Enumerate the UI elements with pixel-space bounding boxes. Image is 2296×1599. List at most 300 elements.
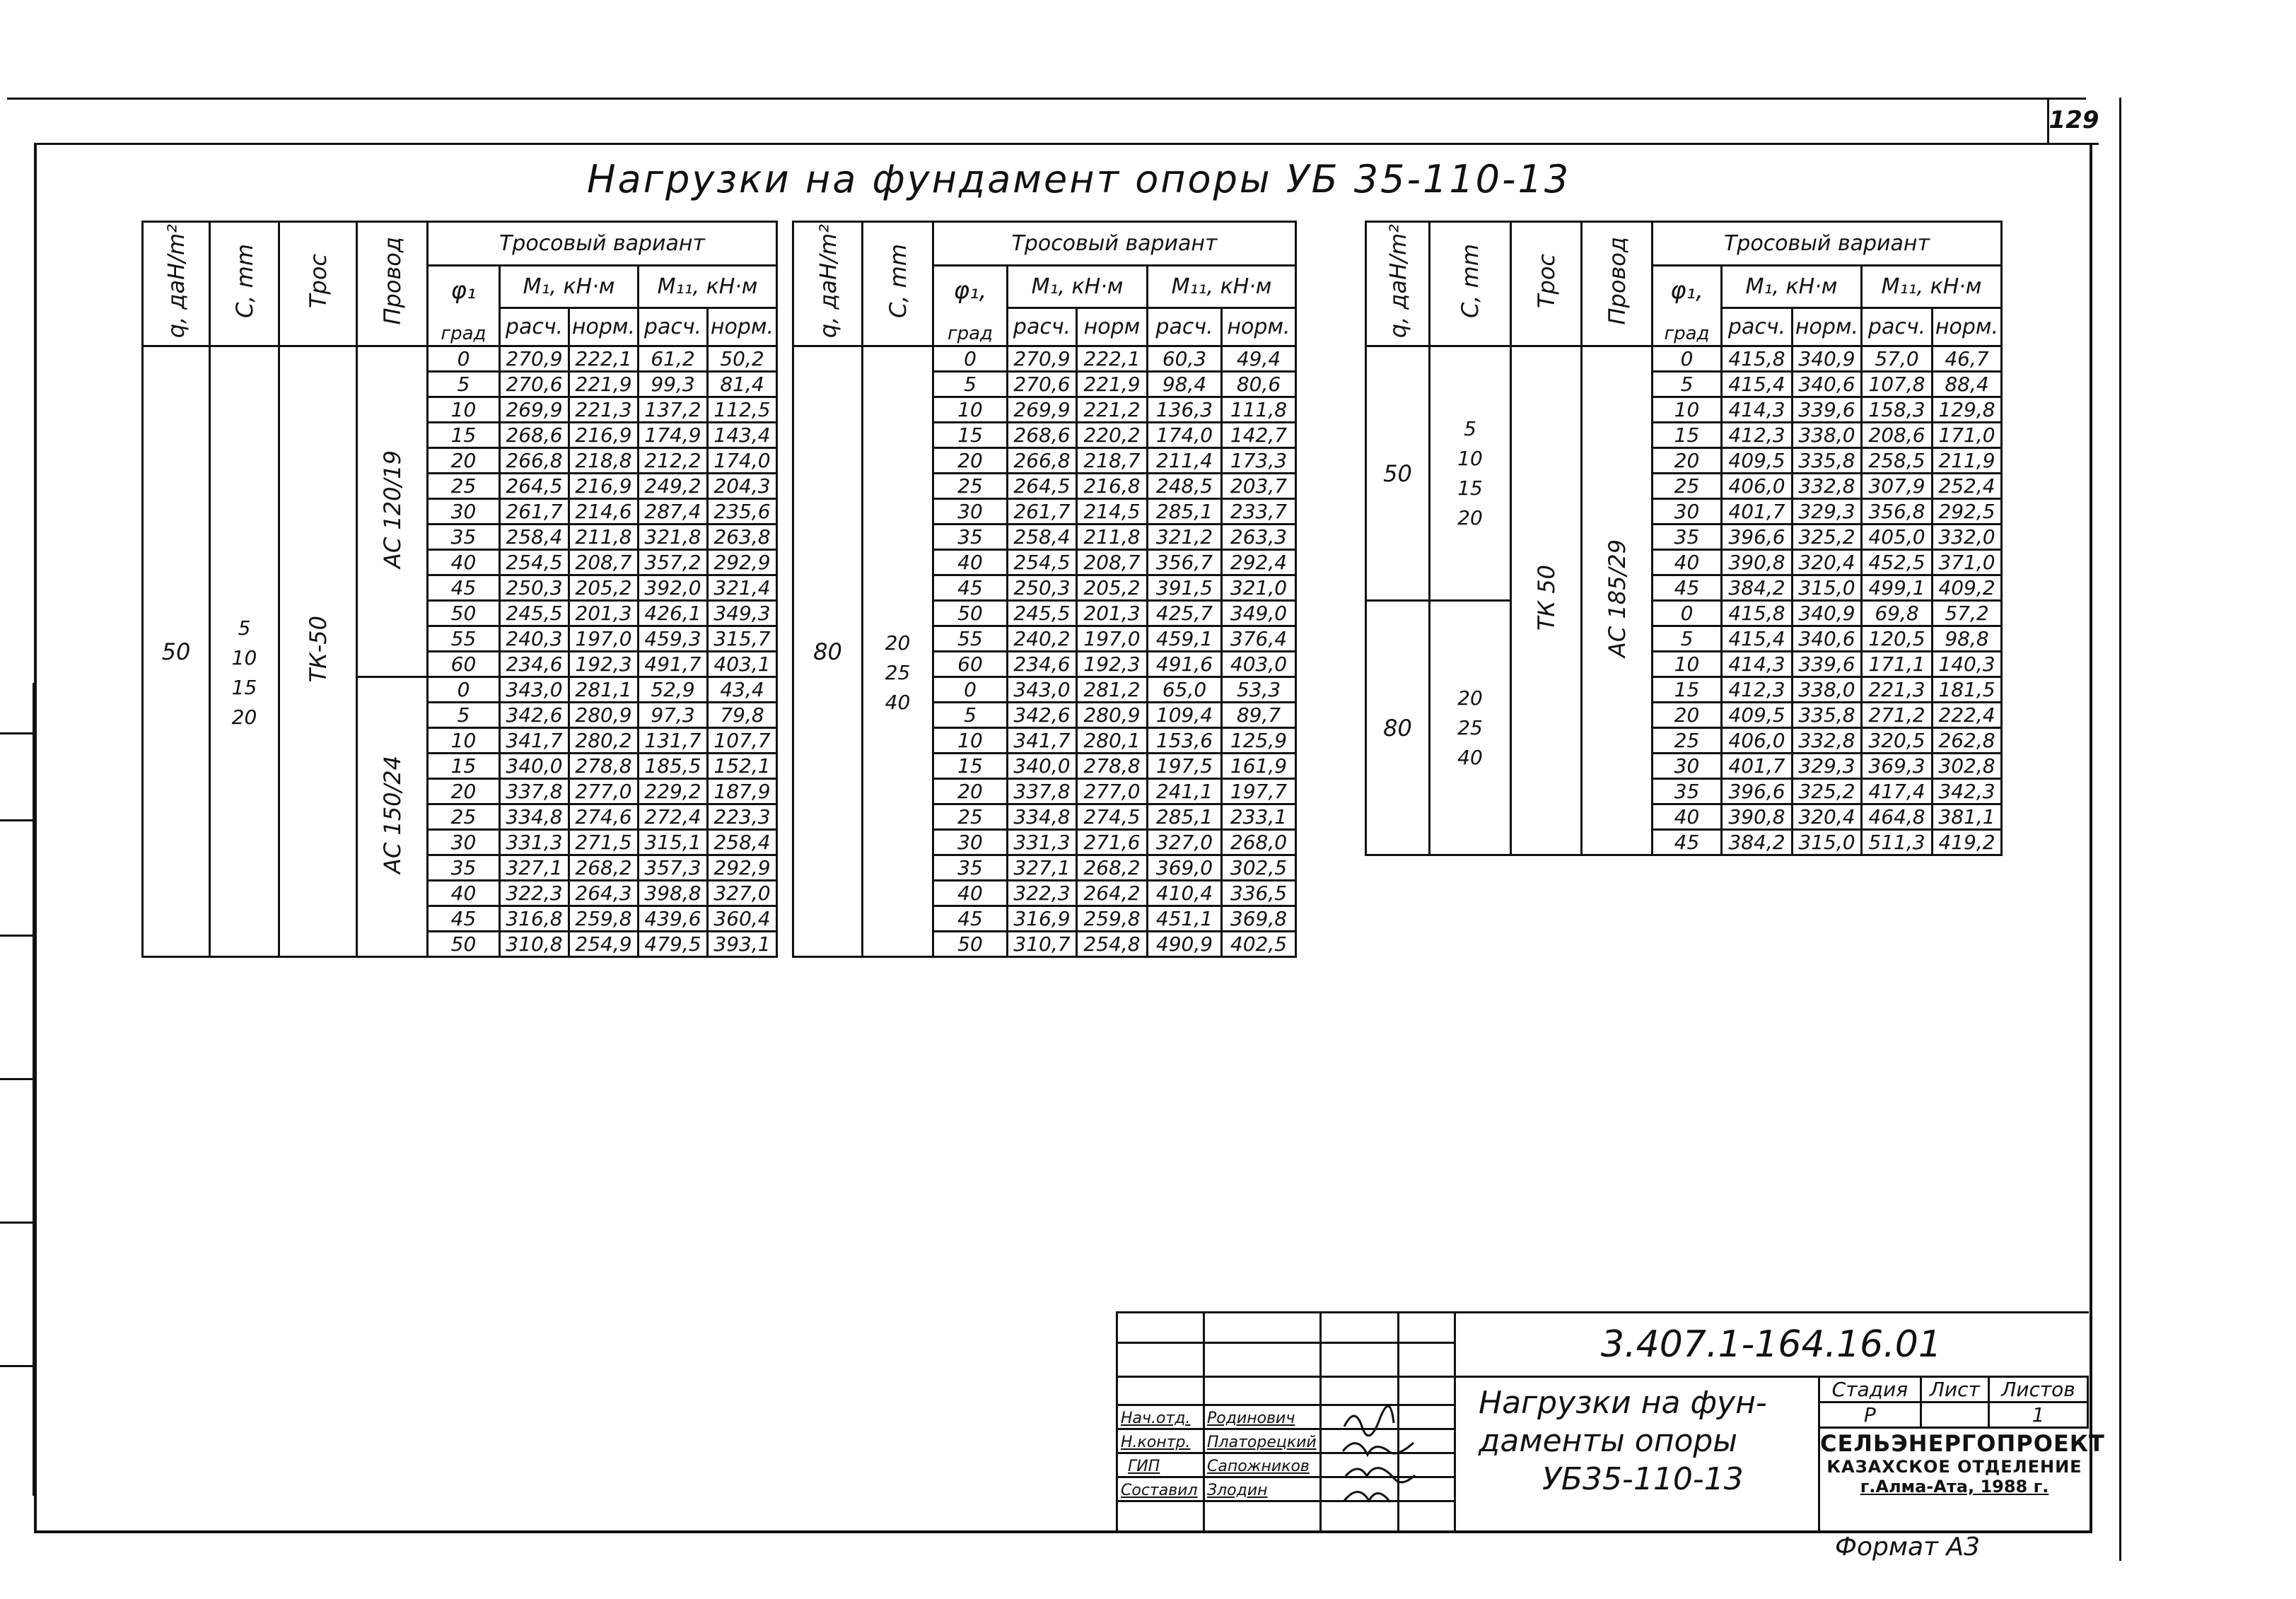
cell-phi: 15	[933, 754, 1008, 779]
cell-m2-rasch: 426,1	[639, 601, 708, 626]
cell-m1-rasch: 327,1	[1008, 855, 1077, 881]
cell-m1-rasch: 342,6	[500, 703, 569, 728]
cell-m2-norm: 197,7	[1222, 779, 1296, 804]
cell-m1-norm: 222,1	[1077, 346, 1148, 372]
cell-m1-rasch: 269,9	[500, 397, 569, 423]
cell-m1-rasch: 258,4	[500, 525, 569, 550]
cell-m2-rasch: 171,1	[1862, 652, 1933, 677]
cell-m2-norm: 223,3	[708, 804, 777, 830]
cell-m2-rasch: 61,2	[639, 346, 708, 372]
cell-m1-rasch: 269,9	[1008, 397, 1077, 423]
cell-m1-rasch: 384,2	[1722, 830, 1793, 855]
cell-m2-norm: 332,0	[1933, 525, 2002, 550]
signature-name: Родинович	[1207, 1410, 1295, 1427]
sheet-value	[1921, 1402, 1988, 1428]
cell-m2-rasch: 285,1	[1148, 804, 1222, 830]
cell-m2-norm: 292,4	[1222, 550, 1296, 575]
cell-m1-norm: 254,9	[569, 932, 639, 957]
cell-m2-rasch: 120,5	[1862, 626, 1933, 652]
cell-m2-norm: 43,4	[708, 677, 777, 703]
cell-m1-norm: 340,9	[1793, 601, 1862, 626]
stage-header: Стадия	[1819, 1377, 1921, 1402]
cell-m2-rasch: 197,5	[1148, 754, 1222, 779]
cell-q: 80	[793, 346, 863, 957]
cell-m1-rasch: 334,8	[1008, 804, 1077, 830]
cell-c: 5 10 15 20	[1430, 346, 1511, 601]
cell-m1-norm: 192,3	[1077, 652, 1148, 677]
cell-m2-norm: 349,3	[708, 601, 777, 626]
cell-phi: 20	[428, 448, 500, 474]
cell-m1-rasch: 415,4	[1722, 372, 1793, 397]
document-number: 3.407.1-164.16.01	[1454, 1313, 2089, 1378]
cell-phi: 40	[428, 881, 500, 906]
cell-m1-rasch: 384,2	[1722, 575, 1793, 601]
cell-m2-norm: 292,9	[708, 550, 777, 575]
cell-m2-norm: 143,4	[708, 423, 777, 448]
cell-phi: 35	[933, 855, 1008, 881]
cell-m1-rasch: 396,6	[1722, 525, 1793, 550]
cell-phi: 5	[1653, 626, 1722, 652]
cell-m1-norm: 218,7	[1077, 448, 1148, 474]
header-phi: φ₁, град	[933, 266, 1008, 346]
cell-m1-norm: 259,8	[569, 906, 639, 932]
cell-m2-rasch: 451,1	[1148, 906, 1222, 932]
cell-m1-norm: 216,9	[569, 423, 639, 448]
header-q: q, даН/m²	[793, 222, 863, 346]
header-m1: M₁, кН·м	[500, 266, 639, 308]
cell-phi: 30	[428, 830, 500, 855]
header-rasch: расч.	[1148, 308, 1222, 346]
cell-m2-norm: 79,8	[708, 703, 777, 728]
cell-m1-norm: 325,2	[1793, 525, 1862, 550]
cell-phi: 60	[428, 652, 500, 677]
cell-m1-rasch: 270,9	[1008, 346, 1077, 372]
cell-m2-norm: 402,5	[1222, 932, 1296, 957]
cell-m1-norm: 222,1	[569, 346, 639, 372]
header-c: C, mm	[1430, 222, 1511, 346]
cell-phi: 30	[933, 499, 1008, 525]
cell-m2-norm: 393,1	[708, 932, 777, 957]
cell-phi: 5	[933, 372, 1008, 397]
cell-m1-rasch: 412,3	[1722, 677, 1793, 703]
header-q: q, даН/m²	[1366, 222, 1430, 346]
cell-phi: 0	[428, 677, 500, 703]
cell-m2-norm: 371,0	[1933, 550, 2002, 575]
cell-m2-norm: 403,1	[708, 652, 777, 677]
cell-m2-rasch: 479,5	[639, 932, 708, 957]
cell-m2-rasch: 321,8	[639, 525, 708, 550]
cell-m2-rasch: 158,3	[1862, 397, 1933, 423]
signature-name: Сапожников	[1207, 1458, 1310, 1475]
header-m1: M₁, кН·м	[1722, 266, 1862, 308]
cell-m2-rasch: 185,5	[639, 754, 708, 779]
cell-m2-norm: 321,0	[1222, 575, 1296, 601]
cell-m1-rasch: 310,8	[500, 932, 569, 957]
cell-phi: 35	[933, 525, 1008, 550]
cell-m1-rasch: 414,3	[1722, 397, 1793, 423]
cell-m2-rasch: 369,3	[1862, 754, 1933, 779]
cell-m2-norm: 321,4	[708, 575, 777, 601]
cell-phi: 0	[933, 346, 1008, 372]
cell-m1-rasch: 254,5	[1008, 550, 1077, 575]
cell-m1-rasch: 401,7	[1722, 499, 1793, 525]
sheet-header: Лист	[1921, 1377, 1988, 1402]
cell-phi: 10	[1653, 652, 1722, 677]
cell-m2-norm: 302,5	[1222, 855, 1296, 881]
cell-phi: 0	[933, 677, 1008, 703]
header-norm: норм.	[708, 308, 777, 346]
cell-phi: 40	[933, 881, 1008, 906]
cell-m2-rasch: 464,8	[1862, 804, 1933, 830]
cell-m1-rasch: 322,3	[500, 881, 569, 906]
sheets-header: Листов	[1988, 1377, 2087, 1402]
cell-m2-rasch: 356,7	[1148, 550, 1222, 575]
cell-m1-rasch: 240,3	[500, 626, 569, 652]
cell-m2-norm: 174,0	[708, 448, 777, 474]
cell-m1-norm: 211,8	[1077, 525, 1148, 550]
cell-m1-norm: 274,5	[1077, 804, 1148, 830]
cell-m2-rasch: 425,7	[1148, 601, 1222, 626]
cell-phi: 15	[428, 754, 500, 779]
cell-m1-norm: 280,1	[1077, 728, 1148, 754]
cell-phi: 10	[933, 728, 1008, 754]
cell-m1-rasch: 266,8	[500, 448, 569, 474]
cell-m1-rasch: 316,9	[1008, 906, 1077, 932]
header-norm: норм.	[1222, 308, 1296, 346]
cell-m1-norm: 264,2	[1077, 881, 1148, 906]
cell-m1-rasch: 250,3	[500, 575, 569, 601]
header-rasch: расч.	[1862, 308, 1933, 346]
cell-m1-rasch: 414,3	[1722, 652, 1793, 677]
cell-m2-norm: 81,4	[708, 372, 777, 397]
cell-m2-norm: 336,5	[1222, 881, 1296, 906]
cell-m1-rasch: 264,5	[500, 474, 569, 499]
cell-phi: 40	[933, 550, 1008, 575]
cell-m2-rasch: 499,1	[1862, 575, 1933, 601]
cell-m1-rasch: 337,8	[1008, 779, 1077, 804]
title-block	[1116, 1311, 2105, 1530]
cell-m2-rasch: 174,0	[1148, 423, 1222, 448]
cell-m2-norm: 181,5	[1933, 677, 2002, 703]
cell-m2-rasch: 511,3	[1862, 830, 1933, 855]
cell-m1-rasch: 268,6	[500, 423, 569, 448]
organization	[1820, 1430, 2105, 1496]
signature-role: ГИП	[1128, 1458, 1160, 1475]
cell-m2-norm: 187,9	[708, 779, 777, 804]
cell-phi: 15	[1653, 677, 1722, 703]
cell-m1-norm: 192,3	[569, 652, 639, 677]
cell-m1-rasch: 258,4	[1008, 525, 1077, 550]
cell-m2-norm: 222,4	[1933, 703, 2002, 728]
cell-m1-rasch: 341,7	[1008, 728, 1077, 754]
cell-m1-rasch: 266,8	[1008, 448, 1077, 474]
cell-m1-rasch: 270,9	[500, 346, 569, 372]
cell-m1-rasch: 415,8	[1722, 346, 1793, 372]
cell-m1-norm: 221,9	[569, 372, 639, 397]
cell-m1-norm: 332,8	[1793, 728, 1862, 754]
cell-m1-rasch: 406,0	[1722, 474, 1793, 499]
cell-m1-rasch: 415,4	[1722, 626, 1793, 652]
signature-role: Нач.отд.	[1121, 1410, 1191, 1427]
cell-m1-norm: 278,8	[1077, 754, 1148, 779]
cell-m2-rasch: 208,6	[1862, 423, 1933, 448]
cell-m1-norm: 320,4	[1793, 804, 1862, 830]
cell-phi: 20	[1653, 448, 1722, 474]
cell-m2-rasch: 369,0	[1148, 855, 1222, 881]
cell-m2-norm: 211,9	[1933, 448, 2002, 474]
cell-m1-rasch: 240,2	[1008, 626, 1077, 652]
cell-m2-rasch: 356,8	[1862, 499, 1933, 525]
cell-m2-rasch: 307,9	[1862, 474, 1933, 499]
cell-phi: 25	[1653, 474, 1722, 499]
cell-m1-norm: 208,7	[1077, 550, 1148, 575]
cell-m2-rasch: 392,0	[639, 575, 708, 601]
cell-phi: 55	[428, 626, 500, 652]
cell-phi: 40	[428, 550, 500, 575]
cell-phi: 10	[933, 397, 1008, 423]
cell-m1-rasch: 331,3	[1008, 830, 1077, 855]
cell-phi: 10	[428, 728, 500, 754]
cell-m2-rasch: 391,5	[1148, 575, 1222, 601]
cell-m2-norm: 268,0	[1222, 830, 1296, 855]
cell-phi: 25	[1653, 728, 1722, 754]
cell-phi: 45	[1653, 575, 1722, 601]
cell-m2-norm: 125,9	[1222, 728, 1296, 754]
cell-m2-norm: 161,9	[1222, 754, 1296, 779]
header-tros: Трос	[1511, 222, 1582, 346]
cell-phi: 55	[933, 626, 1008, 652]
cell-m2-norm: 252,4	[1933, 474, 2002, 499]
left-binding-strip	[0, 683, 35, 1496]
cell-m2-norm: 88,4	[1933, 372, 2002, 397]
cell-m1-norm: 221,2	[1077, 397, 1148, 423]
cell-m2-norm: 258,4	[708, 830, 777, 855]
cell-m1-rasch: 390,8	[1722, 550, 1793, 575]
cell-m1-norm: 315,0	[1793, 575, 1862, 601]
cell-m1-norm: 205,2	[1077, 575, 1148, 601]
header-phi: φ₁, град	[1653, 266, 1722, 346]
header-norm: норм.	[1793, 308, 1862, 346]
cell-m2-rasch: 107,8	[1862, 372, 1933, 397]
header-rasch: расч.	[639, 308, 708, 346]
cell-m2-rasch: 212,2	[639, 448, 708, 474]
cell-m2-rasch: 459,1	[1148, 626, 1222, 652]
cell-m1-rasch: 327,1	[500, 855, 569, 881]
cell-m2-rasch: 136,3	[1148, 397, 1222, 423]
cell-m1-norm: 280,9	[1077, 703, 1148, 728]
cell-m2-norm: 342,3	[1933, 779, 2002, 804]
cell-provod: АС 120/19	[357, 346, 428, 677]
cell-m2-norm: 129,8	[1933, 397, 2002, 423]
cell-m2-norm: 46,7	[1933, 346, 2002, 372]
cell-m1-norm: 329,3	[1793, 499, 1862, 525]
cell-m1-rasch: 409,5	[1722, 448, 1793, 474]
cell-m1-rasch: 340,0	[500, 754, 569, 779]
cell-m2-rasch: 357,2	[639, 550, 708, 575]
cell-m1-rasch: 261,7	[500, 499, 569, 525]
cell-m2-rasch: 57,0	[1862, 346, 1933, 372]
cell-m2-norm: 235,6	[708, 499, 777, 525]
cell-m1-rasch: 245,5	[500, 601, 569, 626]
cell-m2-rasch: 490,9	[1148, 932, 1222, 957]
cell-m1-rasch: 331,3	[500, 830, 569, 855]
cell-m1-rasch: 250,3	[1008, 575, 1077, 601]
cell-m2-rasch: 221,3	[1862, 677, 1933, 703]
cell-m1-norm: 205,2	[569, 575, 639, 601]
cell-m1-rasch: 406,0	[1722, 728, 1793, 754]
signature-name: Злодин	[1207, 1482, 1268, 1499]
cell-m1-norm: 335,8	[1793, 703, 1862, 728]
cell-m1-rasch: 270,6	[1008, 372, 1077, 397]
cell-m1-norm: 281,1	[569, 677, 639, 703]
table-row	[793, 346, 1296, 372]
cell-phi: 35	[1653, 779, 1722, 804]
cell-phi: 30	[1653, 499, 1722, 525]
signature-name: Платорецкий	[1207, 1434, 1317, 1451]
cell-phi: 45	[1653, 830, 1722, 855]
cell-phi: 5	[1653, 372, 1722, 397]
cell-c: 5 10 15 20	[210, 346, 279, 957]
cell-m1-rasch: 415,8	[1722, 601, 1793, 626]
org-name: СЕЛЬЭНЕРГОПРОЕКТ	[1820, 1430, 2105, 1457]
cell-m1-rasch: 261,7	[1008, 499, 1077, 525]
cell-q: 50	[143, 346, 210, 957]
cell-phi: 15	[933, 423, 1008, 448]
cell-m1-rasch: 322,3	[1008, 881, 1077, 906]
cell-provod: АС 150/24	[357, 677, 428, 957]
cell-phi: 15	[1653, 423, 1722, 448]
sheets-value: 1	[1988, 1402, 2087, 1428]
stage-value: Р	[1819, 1402, 1921, 1428]
cell-m1-norm: 254,8	[1077, 932, 1148, 957]
cell-m1-rasch: 337,8	[500, 779, 569, 804]
header-m1: M₁, кН·м	[1008, 266, 1148, 308]
cell-provod: АС 185/29	[1582, 346, 1653, 855]
cell-m2-norm: 140,3	[1933, 652, 2002, 677]
cell-m2-rasch: 271,2	[1862, 703, 1933, 728]
cell-m2-norm: 233,7	[1222, 499, 1296, 525]
cell-m1-norm: 278,8	[569, 754, 639, 779]
cell-m2-norm: 57,2	[1933, 601, 2002, 626]
cell-q: 50	[1366, 346, 1430, 601]
cell-m1-norm: 339,6	[1793, 652, 1862, 677]
header-m2: M₁₁, кН·м	[1148, 266, 1296, 308]
cell-m2-norm: 262,8	[1933, 728, 2002, 754]
header-tros: Трос	[279, 222, 357, 346]
cell-m1-norm: 340,9	[1793, 346, 1862, 372]
cell-m1-norm: 281,2	[1077, 677, 1148, 703]
cell-m2-norm: 419,2	[1933, 830, 2002, 855]
cell-m1-norm: 221,3	[569, 397, 639, 423]
cell-m2-rasch: 491,7	[639, 652, 708, 677]
cell-phi: 20	[1653, 703, 1722, 728]
cell-m1-norm: 274,6	[569, 804, 639, 830]
cell-m2-rasch: 321,2	[1148, 525, 1222, 550]
cell-m1-rasch: 270,6	[500, 372, 569, 397]
cell-m2-rasch: 491,6	[1148, 652, 1222, 677]
cell-phi: 20	[933, 779, 1008, 804]
org-city: г.Алма-Ата, 1988 г.	[1860, 1477, 2049, 1496]
cell-m1-norm: 218,8	[569, 448, 639, 474]
cell-m1-norm: 277,0	[569, 779, 639, 804]
cell-m1-norm: 264,3	[569, 881, 639, 906]
cell-m1-norm: 214,5	[1077, 499, 1148, 525]
cell-m2-norm: 292,5	[1933, 499, 2002, 525]
cell-m1-norm: 197,0	[569, 626, 639, 652]
cell-m1-norm: 268,2	[1077, 855, 1148, 881]
header-variant: Тросовый вариант	[428, 222, 777, 266]
loads-table-3	[1365, 221, 2003, 856]
cell-m2-norm: 80,6	[1222, 372, 1296, 397]
cell-phi: 20	[428, 779, 500, 804]
cell-m1-norm: 201,3	[1077, 601, 1148, 626]
cell-m1-norm: 211,8	[569, 525, 639, 550]
cell-m1-norm: 338,0	[1793, 677, 1862, 703]
cell-m1-norm: 271,5	[569, 830, 639, 855]
cell-phi: 5	[428, 703, 500, 728]
cell-phi: 0	[1653, 346, 1722, 372]
header-rasch: расч.	[500, 308, 569, 346]
cell-m2-norm: 409,2	[1933, 575, 2002, 601]
cell-m1-rasch: 412,3	[1722, 423, 1793, 448]
table-row	[1366, 346, 2002, 372]
cell-m1-rasch: 341,7	[500, 728, 569, 754]
cell-m2-norm: 171,0	[1933, 423, 2002, 448]
cell-m2-rasch: 258,5	[1862, 448, 1933, 474]
cell-phi: 0	[1653, 601, 1722, 626]
header-m2: M₁₁, кН·м	[1862, 266, 2002, 308]
header-norm: норм	[1077, 308, 1148, 346]
cell-m2-rasch: 65,0	[1148, 677, 1222, 703]
cell-m1-norm: 214,6	[569, 499, 639, 525]
cell-phi: 50	[933, 601, 1008, 626]
cell-m2-norm: 403,0	[1222, 652, 1296, 677]
cell-m2-norm: 173,3	[1222, 448, 1296, 474]
cell-q: 80	[1366, 601, 1430, 855]
drawing-description: Нагрузки на фун- даменты опоры УБ35-110-13	[1479, 1385, 1767, 1497]
cell-m1-rasch: 396,6	[1722, 779, 1793, 804]
cell-m1-rasch: 409,5	[1722, 703, 1793, 728]
cell-phi: 25	[428, 474, 500, 499]
cell-m2-norm: 89,7	[1222, 703, 1296, 728]
cell-m2-rasch: 153,6	[1148, 728, 1222, 754]
cell-m2-norm: 381,1	[1933, 804, 2002, 830]
cell-phi: 10	[428, 397, 500, 423]
cell-m2-rasch: 357,3	[639, 855, 708, 881]
cell-phi: 35	[428, 855, 500, 881]
cell-phi: 30	[428, 499, 500, 525]
cell-m1-norm: 216,8	[1077, 474, 1148, 499]
header-c: C, mm	[210, 222, 279, 346]
cell-m2-rasch: 452,5	[1862, 550, 1933, 575]
cell-m2-rasch: 109,4	[1148, 703, 1222, 728]
cell-m2-norm: 263,8	[708, 525, 777, 550]
cell-m2-rasch: 229,2	[639, 779, 708, 804]
cell-phi: 45	[933, 906, 1008, 932]
cell-m1-rasch: 254,5	[500, 550, 569, 575]
cell-m2-norm: 49,4	[1222, 346, 1296, 372]
cell-m2-rasch: 327,0	[1148, 830, 1222, 855]
cell-phi: 50	[428, 601, 500, 626]
header-rasch: расч.	[1008, 308, 1077, 346]
cell-m2-norm: 111,8	[1222, 397, 1296, 423]
table-row	[143, 346, 777, 372]
cell-m2-rasch: 99,3	[639, 372, 708, 397]
cell-m1-norm: 221,9	[1077, 372, 1148, 397]
header-provod: Провод	[357, 222, 428, 346]
cell-m1-norm: 280,9	[569, 703, 639, 728]
table-row	[1366, 601, 2002, 626]
